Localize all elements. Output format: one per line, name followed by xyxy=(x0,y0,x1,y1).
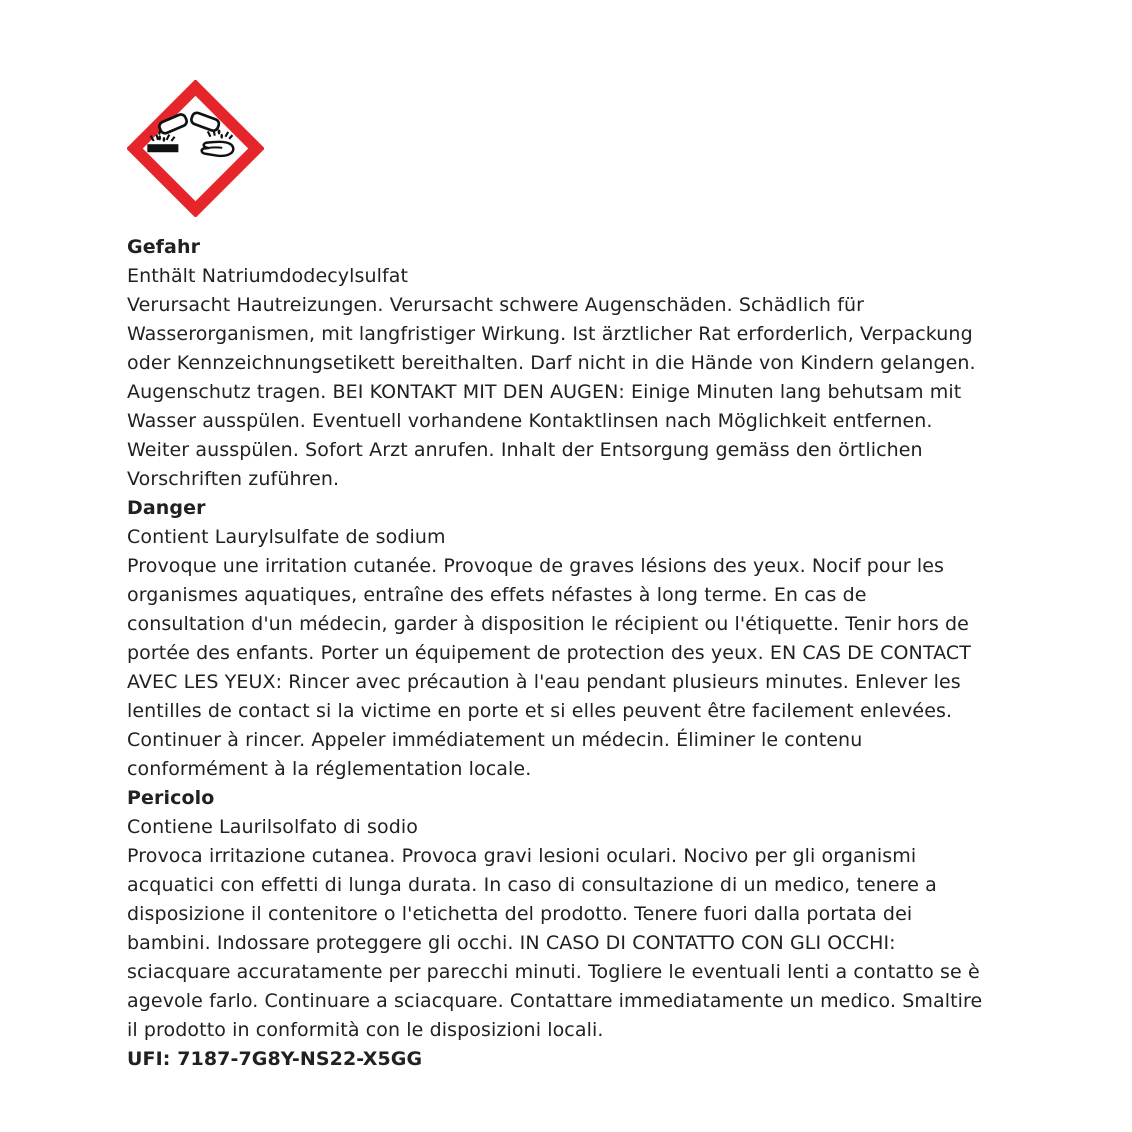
signal-word-german: Gefahr xyxy=(127,236,201,258)
signal-word-italian: Pericolo xyxy=(127,787,215,809)
contains-statement-italian: Contiene Laurilsolfato di sodio xyxy=(127,816,418,838)
ufi-code: UFI: 7187-7G8Y-NS22-X5GG xyxy=(127,1048,423,1070)
hazard-statements-german: Verursacht Hautreizungen. Verursacht schwere Augenschäden. Schädlich für Wasserorganismen, mit langfristiger Wirkung. Ist ärztlicher Rat erforderlich, Verpackung oder Kennzeichnungsetikett bereithalten. Darf nicht in die Hände von Kindern gelangen. Augenschutz tragen. BEI KONTAKT MIT DEN AUGEN: Einige Minuten lang behutsam mit Wasser ausspülen. Eventuell vorhandene Kontaktlinsen nach Möglichkeit entfernen. Weiter ausspülen. Sofort Arzt anrufen. Inhalt der Entsorgung gemäss den örtlichen Vorschriften zuführen. xyxy=(127,294,976,490)
signal-word-french: Danger xyxy=(127,497,206,519)
corroded-surface xyxy=(147,144,178,152)
hazard-statements-french: Provoque une irritation cutanée. Provoque de graves lésions des yeux. Nocif pour les organismes aquatiques, entraîne des effets néfastes à long terme. En cas de consultation d'un médecin, garder à disposition le récipient ou l'étiquette. Tenir hors de portée des enfants. Porter un équipement de protection des yeux. EN CAS DE CONTACT AVEC LES YEUX: Rincer avec précaution à l'eau pendant plusieurs minutes. Enlever les lentilles de contact si la victime en porte et si elles peuvent être facilement enlevées. Continuer à rincer. Appeler immédiatement un médecin. Éliminer le contenu conformément à la réglementation locale. xyxy=(127,555,971,780)
ghs05-corrosion-icon xyxy=(127,80,264,217)
hazard-statements-italian: Provoca irritazione cutanea. Provoca gravi lesioni oculari. Nocivo per gli organismi acquatici con effetti di lunga durata. In caso di consultazione di un medico, tenere a disposizione il contenitore o l'etichetta del prodotto. Tenere fuori dalla portata dei bambini. Indossare proteggere gli occhi. IN CASO DI CONTATTO CON GLI OCCHI: sciacquare accuratamente per parecchi minuti. Togliere le eventuali lenti a contatto se è agevole farlo. Continuare a sciacquare. Contattare immediatamente un medico. Smaltire il prodotto in conformità con le disposizioni locali. xyxy=(127,845,983,1041)
contains-statement-french: Contient Laurylsulfate de sodium xyxy=(127,526,446,548)
label-text xyxy=(127,233,987,1074)
contains-statement-german: Enthält Natriumdodecylsulfat xyxy=(127,265,409,287)
hand-shape xyxy=(202,142,234,156)
